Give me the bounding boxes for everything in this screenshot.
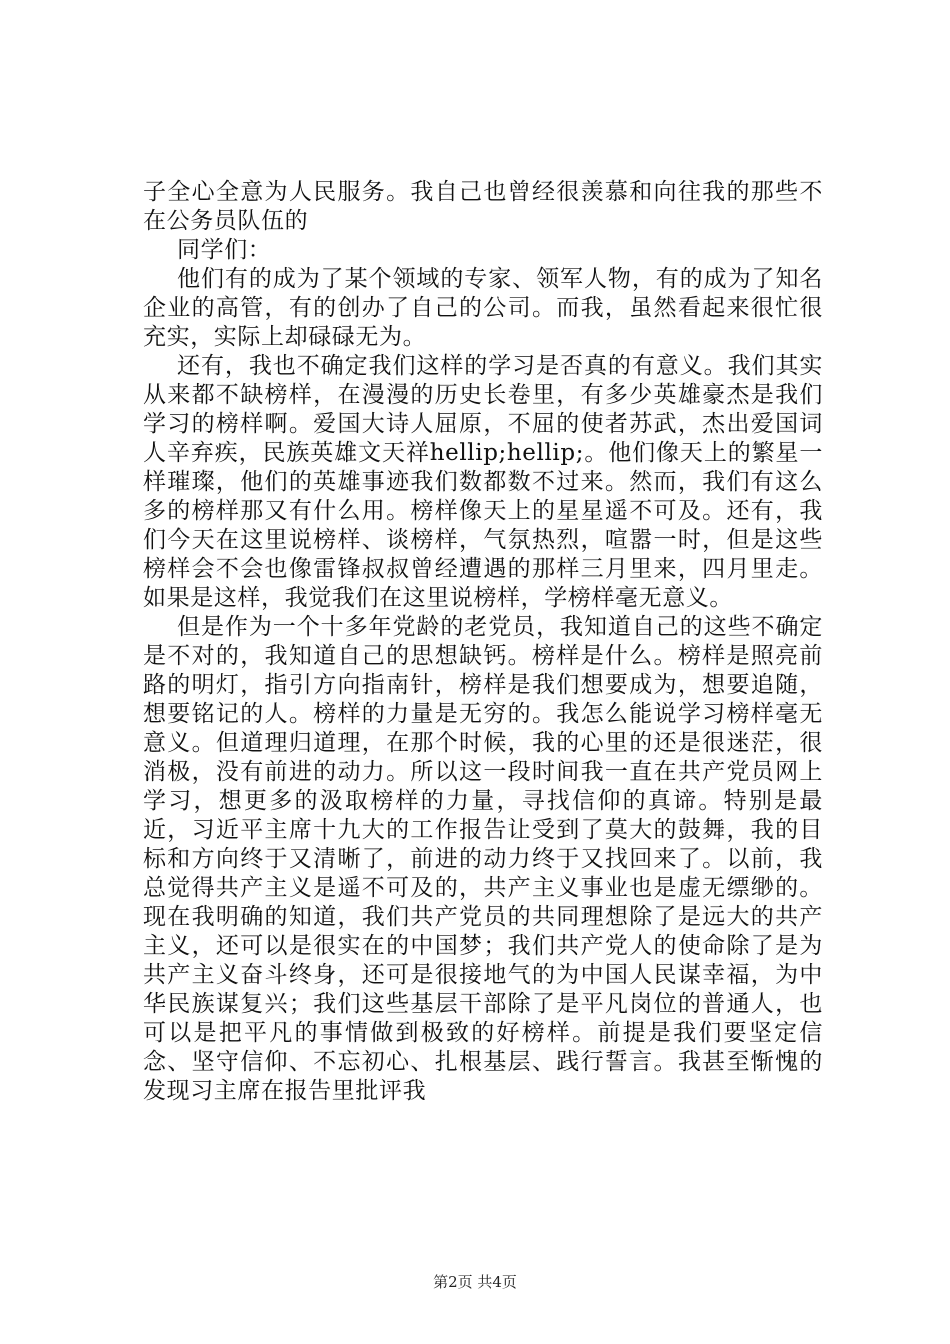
paragraph: 他们有的成为了某个领域的专家、领军人物，有的成为了知名企业的高管，有的创办了自己的公司。而我，虽然看起来很忙很充实，实际上却碌碌无为。 <box>143 266 823 350</box>
body-text <box>143 178 823 1106</box>
paragraph: 还有，我也不确定我们这样的学习是否真的有意义。我们其实从来都不缺榜样，在漫漫的历史长卷里，有多少英雄豪杰是我们学习的榜样啊。爱国大诗人屈原，不屈的使者苏武，杰出爱国词人辛弃疾，民族英雄文天祥hellip;hellip;。他们像天上的繁星一样璀璨，他们的英雄事迹我们数都数不过来。然而，我们有这么多的榜样那又有什么用。榜样像天上的星星遥不可及。还有，我们今天在这里说榜样、谈榜样，气氛热烈，喧嚣一时，但是这些榜样会不会也像雷锋叔叔曾经遭遇的那样三月里来，四月里走。如果是这样，我觉我们在这里说榜样，学榜样毫无意义。 <box>143 353 823 611</box>
paragraph-salutation: 同学们： <box>177 237 272 263</box>
paragraph: 但是作为一个十多年党龄的老党员，我知道自己的这些不确定是不对的，我知道自己的思想缺钙。榜样是什么。榜样是照亮前路的明灯，指引方向指南针，榜样是我们想要成为，想要追随，想要铭记的人。榜样的力量是无穷的。我怎么能说学习榜样毫无意义。但道理归道理，在那个时候，我的心里的还是很迷茫，很消极，没有前进的动力。所以这一段时间我一直在共产党员网上学习，想更多的汲取榜样的力量，寻找信仰的真谛。特别是最近，习近平主席十九大的工作报告让受到了莫大的鼓舞，我的目标和方向终于又清晰了，前进的动力终于又找回来了。以前，我总觉得共产主义是遥不可及的，共产主义事业也是虚无缥缈的。现在我明确的知道，我们共产党员的共同理想除了是远大的共产主义，还可以是很实在的中国梦；我们共产党人的使命除了是为共产主义奋斗终身，还可是很接地气的为中国人民谋幸福，为中华民族谋复兴；我们这些基层干部除了是平凡岗位的普通人，也可以是把平凡的事情做到极致的好榜样。前提是我们要坚定信念、坚守信仰、不忘初心、扎根基层、践行誓言。我甚至惭愧的发现习主席在报告里批评我 <box>143 614 823 1104</box>
paragraph-continuation: 子全心全意为人民服务。我自己也曾经很羡慕和向往我的那些不在公务员队伍的 <box>143 179 823 234</box>
page-footer: 第2页 共4页 <box>433 1273 517 1291</box>
